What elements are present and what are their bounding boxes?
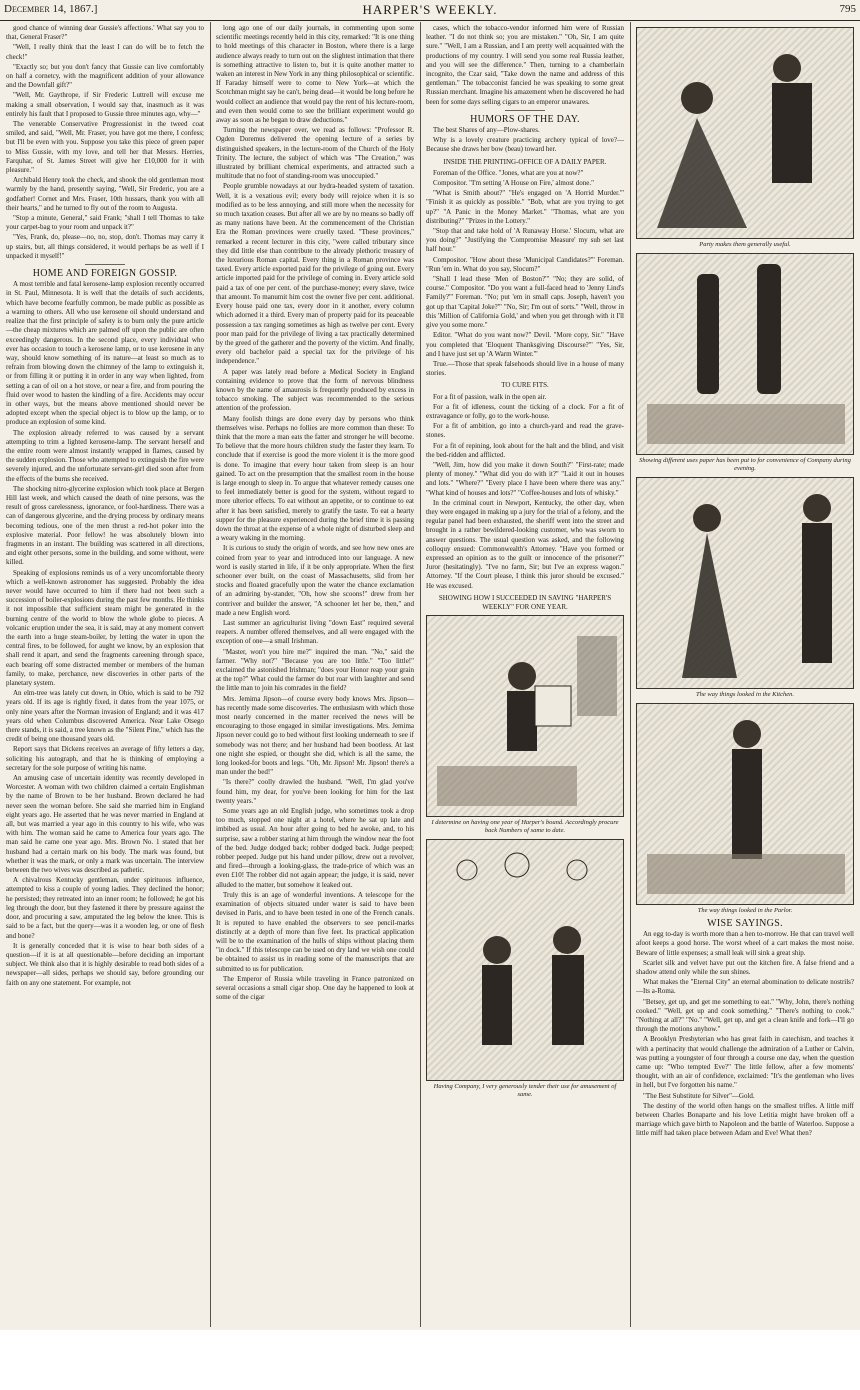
paragraph: A Brooklyn Presbyterian who has great faith in catechism, and teaches it with a pertinacity that would challenge the admiration of a Luther or Calvin, was putting a youngster of four through a course one day, when the question came up: "Who tempted Eve?" The little fellow, after a few moments' thought, with an air of confidence, exclaimed: "It's the gentleman who lives in hell, but I've forgotten his name.": [636, 1035, 854, 1090]
paragraph: For a fit of passion, walk in the open air.: [433, 392, 547, 401]
column-3: [426, 24, 624, 1324]
illustration-caption: The way things looked in the Parlor.: [697, 907, 793, 914]
illustration-caption: I determine on having one year of Harper's bound. Accordingly procure back Numbers of same to date.: [431, 819, 619, 835]
divider: [505, 110, 545, 111]
paragraph: cases, which the tobacco-vendor informed him were of Russian leather. "I do not think so; you are mistaken." "Oh, Sir, I am quite sure." "Well, I am a Russian, and I am pretty well acquainted with the productions of my country. I will send you some real Russia leather, and you will see the difference." Then, turning to a chamberlain incognito, the Czar said, "Take down the name and address of this gentleman." The tobacconist fancied he was speaking to some great Russian merchant. Imagine his amazement when he discovered he had been for some days selling cigars to an emperor unawares.: [426, 24, 624, 106]
column-rule: [420, 22, 421, 1327]
paragraph: "Master, won't you hire me?" inquired the man. "No," said the farmer. "Why not?" "Because you are too little." "Too little!" exclaimed the astonished Irishman; "does your Honor reap your grain at the top?" What could the farmer do but roar with laughter and send the little man to join his comrades in the field?: [216, 647, 414, 693]
paragraph: Speaking of explosions reminds us of a very uncomfortable theory which a well-known astronomer has suggested. Probably the idea never would have occurred to him if there had not been such a succession of boiler-explosions during the past few months. He thinks it not impossible that sufficient steam might be generated in the burning centre of the world to blow the whole globe to pieces. A volcanic eruption under the sea, it is said, may at any moment convert the earth into a huge steam-boiler, by letting the water in upon the central fires, to be followed, for aught we know, by an explosion that shall rend it apart, and send the fragments careening through space, each bearing off some distracted member or members of the human family, to make, perchance, new discoveries in other parts of the planetary system.: [6, 568, 204, 688]
illustration-caption: Party makes them generally useful.: [699, 241, 791, 248]
paragraph: Compositor. "How about these 'Municipal Candidates?'" Foreman. "Run 'em in. What do you say, Slocum?": [426, 255, 624, 273]
paragraph: "Well, Jim, how did you make it down South?" "First-rate; made plenty of money." "What did you do with it?" "Laid it out in houses and lots." "Where?" "Every place I have been where there was any." "What kind of houses and lots?" "Coffee-houses and lots of whisky.": [426, 460, 624, 497]
paragraph: An elm-tree was lately cut down, in Ohio, which is said to be 792 years old. If its age is rightly fixed, it dates from the year 1075, or only nine years after the Norman invasion of England; and it was 417 years old when Columbus discovered America. Near Lake Otsego there stands, it is said, a tree known as the "Silent Pine," which has the credit of being one thousand years old.: [6, 689, 204, 744]
paragraph: good chance of winning dear Gussie's affections.' What say you to that, General Fraser?": [6, 24, 204, 42]
paragraph: A most terrible and fatal kerosene-lamp explosion recently occurred in St. Paul, Minnesota. It is well that the details of such accidents, which have become fearfully common, be made public as possible as a warning to others. All who use kerosene oil should understand and realize that the first principle of safety is to burn only the pure article—the cheap mixtures which are palmed off upon the public are often exceedingly dangerous. In the second place, every individual who ever has occasion to touch a kerosene lamp, or to use kerosene in any way, should know something of its nature—at least so much as to refrain from blowing down the chimney of the lamp to extinguish it, or from filling it or putting it in order in any way when lighted, from setting a can of oil on a hot stove, or near a fire, and from pouring the fluid over wood to hasten the kindling of a fire. Accidents may occur in other ways, but the means above mentioned should never be adopted except when the special object is to blow up the lamp, or to produce an explosion of some kind.: [6, 280, 204, 427]
masthead: [0, 0, 860, 21]
paragraph: It is curious to study the origin of words, and see how new ones are coined from year to year and introduced into our language. A new word is easily started in life, if it be only appropriate. When the first schooner ever built, on the coast of Massachusetts, slid from her stocks and floated gracefully upon the water the chance exclamation of an admiring by-stander, "Oh, how she scoons!" drew from her contriver and builder the answer, "A schooner let her be, then," and made a new English word.: [216, 544, 414, 617]
illustration-man-reading: [426, 615, 624, 817]
paragraph: Editor. "What do you want now?" Devil. "More copy, Sir." "Have you completed that 'Eloquent Thanksgiving Discourse?'" "Yes, Sir, and I have just set up 'A Warm Winter.'": [426, 331, 624, 358]
paragraph: "Well, I really think that the least I can do will be to fetch the check!": [6, 43, 204, 61]
subheading: TO CURE FITS.: [501, 381, 549, 390]
paragraph: A paper was lately read before a Medical Society in England containing evidence to prove that the form of nervous blindness known by the name of amaurosis is frequently produced by excess in tobacco smoking. The subject was recommended to the serious attention of the profession.: [216, 367, 414, 413]
paragraph: A chivalrous Kentucky gentleman, under spirituous influence, attempted to kiss a couple of young ladies. They declined the honor; he persisted; they retreated into an inner room; he followed; he got his leg through the door, but they fastened it there by pressure against the door, and procuring a saw, amputated the leg below the knee. This is said to be a fact, but the query—was it a wooden leg, or one of flesh and bone?: [6, 876, 204, 940]
paragraph: The best Shares of any—Plow-shares.: [433, 126, 540, 135]
paragraph: The venerable Conservative Progressionist in the tweed coat smiled, and said, "Well, Mr. Fraser, you have got me there, I confess; but I'll be even with you. Suppose you take this piece of green paper to Miss Gussie, with my love, and tell her that Messrs. Herries, Farquhar, of St. James Street will give her £10,000 for it with pleasure.": [6, 120, 204, 175]
paragraph: In the criminal court in Newport, Kentucky, the other day, when they were engaged in making up a jury for the trial of a felony, and the regular panel had been exhausted, the sheriff went into the street and brought in a rather bewildered-looking customer, who was sworn to answer questions. The usual question was asked, and the following colloquy ensued: Commonwealth's Attorney. "Have you formed or expressed an opinion as to the guilt or innocence of the prisoner?" Juror (hesitatingly). "I've no farm, Sir; but I've an express wagon." Attorney. "If the Court please, I think this juror should be excused." He was excused.: [426, 498, 624, 590]
paragraph: Compositor. "I'm setting 'A House on Fire,' almost done.": [433, 179, 594, 188]
paragraph: "Yes, Frank, do, please—no, no, stop, don't. Thomas may carry it up stairs, but, all things considered, it would perhaps be as well if I unpacked it myself!": [6, 233, 204, 260]
paragraph: People grumble nowadays at our hydra-headed system of taxation. Well, it is a vexatious evil; every body will rejoice when it is so modified as to be less annoying, and still more when the necessity for so much taxation ceases. But after all we are by no means so badly off as many nations have been. At the commencement of the Christian Era the Roman provinces were cruelly taxed. "These provinces," remarked a recent lecturer in this city, "were called tributary since they did little else than contribute to the already plethoric treasury of the luxurious Roman capital. Every thing in a Roman province was taxed. Every article exported paid for the privilege of going out. Every article imported paid for the privilege of coming in. Every article sold paid a tax of one per cent. of the purchase-money; every slave, twice that amount. To manumit him cost the owner five per cent. additional. Every house paid one tax, every door in it another, every column which adorned it a third. Every man of property paid for its peaceable possession a tax ranging sometimes as high as twelve per cent. Every poor man paid for the privilege of living a tax practically determined by the greed of the gatherer and the poverty of the victim. And finally, every old bachelor paid a special tax for the privilege of his independence.": [216, 182, 414, 366]
paragraph: "Is there?" coolly drawled the husband. "Well, I'm glad you've found him, my dear, for you've been looking for him for the last twenty years.": [216, 778, 414, 805]
paragraph: The destiny of the world often hangs on the smallest trifles. A little miff between Charles Bonaparte and his love Letitia might have broken off a marriage which gave birth to Napoleon and the battle of Waterloo. Suppose a little miff had taken place between Adam and Eve! What then?: [636, 1101, 854, 1138]
paragraph: The explosion already referred to was caused by a servant attempting to trim a lighted kerosene-lamp. The servant herself and the entire room were almost instantly wrapped in flames, caused by the sudden explosion. Those who attempted to extinguish the fire were severely injured, and the unfortunate servant-girl died soon after from the effects of the burns she received.: [6, 428, 204, 483]
section-heading: WISE SAYINGS.: [707, 918, 783, 929]
paragraph: Truly this is an age of wonderful inventions. A telescope for the examination of objects situated under water is said to have been devised in Paris, and to have been tested in one of the French canals. It is reputed to have enabled the observers to see pencil-marks distinctly at a depth of more than five feet. Its practical application will be to the examination of the hulls of ships without placing them "in dock." If this telescope can be used on dry land we wish one could be obtained to assist us in reading some of the manuscripts that are submitted to us for publication.: [216, 890, 414, 973]
paragraph: Last summer an agriculturist living "down East" required several reapers. A number offered themselves, and all were engaged with the exception of one—a small Irishman.: [216, 619, 414, 646]
paragraph: True.—Those that speak falsehoods should live in a house of many stories.: [426, 359, 624, 378]
section-heading: HOME AND FOREIGN GOSSIP.: [32, 268, 178, 280]
paragraph: Report says that Dickens receives an average of fifty letters a day, soliciting his autograph, and that he is thinking of employing a secretary for the sole purpose of writing his name.: [6, 745, 204, 772]
paragraph: "Well, Mr. Gaythrope, if Sir Frederic Luttrell will excuse me making a small observation, I would say that, inasmuch as it was entirely his fault that I proposed to Gussie three minutes ago, why—": [6, 91, 204, 118]
paragraph: Turning the newspaper over, we read as follows: "Professor R. Ogden Doremus delivered the opening lecture of a series by distinguished speakers, in the lecture-room of the Church of the Holy Trinity. The lecture, the subject of which was "The Creation," was illustrated by brilliant chemical experiments, and attracted such a multitude that no foot of standing-room was unoccupied.": [216, 126, 414, 181]
column-4: [636, 24, 854, 1324]
paragraph: "Betsey, get up, and get me something to eat." "Why, John, there's nothing cooked." "Well, get up and cook something." "There's nothing to cook." "Nothing at all?" "No." "Well, get up, and get a clean knife and fork—I'll go through the motions anyhow.": [636, 997, 854, 1034]
paragraph: Some years ago an old English judge, who sometimes took a drop too much, stopped one night at a hotel, where he sat up late and imbibed as usual. An hour after going to bed he awoke, and, to his surprise, saw a robber staring at him through the window near the foot of the bed. Judge dodged back; robber dodged back. Judge peeped; robber peeped. Judge put his hand under pillow, drew out a revolver, and fired—through a looking-glass, the trade-price of which was an even £10! The robber did not again appear; the judge, it is said, never alluded to the matter, but somehow it leaked out.: [216, 807, 414, 889]
subheading: SHOWING HOW I SUCCEEDED IN SAVING "HARPER'S WEEKLY" FOR ONE YEAR.: [438, 593, 612, 611]
illustration-caption: Showing different uses paper has been put to for convenience of Company during evening.: [639, 457, 851, 472]
paragraph: It is generally conceded that it is wise to hear both sides of a question—if it is at all questionable—before deciding an important subject. We think also that it is highly desirable to read both sides of a newspaper—all sides, perhaps we should say, before grounding our faith on any one statement. For example, not: [6, 941, 204, 987]
paragraph: An egg to-day is worth more than a hen to-morrow. He that can travel well afoot keeps a good horse. The worst wheel of a cart makes the most noise. Beware of little expenses; a small leak will sink a great ship.: [636, 930, 854, 957]
paragraph: "The Best Substitute for Silver"—Gold.: [643, 1091, 755, 1100]
divider: [85, 264, 125, 265]
paragraph: For a fit of ambition, go into a church-yard and read the grave-stones.: [426, 422, 624, 440]
paragraph: Archibald Henry took the check, and shook the old gentleman most warmly by the hand, presently saying, "Well, Sir Frederic, you are a godfather! Cornet and Mrs. Fraser, 10th hussars, thank you with all their hearts," and he turned to fly out of the room to Augusta.: [6, 176, 204, 212]
illustration-kitchen: [636, 477, 854, 689]
publication-title: HARPER'S WEEKLY.: [362, 2, 498, 17]
paragraph: What makes the "Eternal City" an eternal abomination to delicate nostrils?—Its a-Roma.: [636, 978, 854, 996]
illustration-company: [426, 839, 624, 1081]
section-heading: HUMORS OF THE DAY.: [470, 113, 580, 125]
paragraph: "Stop a minute, General," said Frank; "shall I tell Thomas to take your carpet-bag to your room and unpack it?": [6, 214, 204, 232]
page-number: 795: [839, 3, 856, 15]
paragraph: Many foolish things are done every day by persons who think themselves wise. Perhaps no follies are more common than these: To think that the more a man eats the fatter and stronger he will become. To believe that the more hours children study the faster they learn. To conclude that if exercise is good the more violent it is the more good is done. To imagine that every hour taken from sleep is an hour gained. To act on the presumption that the smallest room in the house is large enough to sleep in. To argue that whatever remedy causes one to feel immediately better is good for the system, without regard to more ulterior effects. To eat without an appetite, or to continue to eat after it has been satisfied, merely to gratify the taste. To eat a hearty supper for the pleasure experienced during the brief time it is passing down the throat at the expense of a whole night of disturbed sleep and a weary waking in the morning.: [216, 414, 414, 543]
paragraph: long ago one of our daily journals, in commenting upon some scientific meetings recently held in this city, remarked: "It is one thing to hold meetings of this character in Boston, where there is a large audience always ready to turn out on the slightest intimation that there is something attractive to listen to, but it is quite another matter to waken an interest in New York in any thing philosophical or scientific. If Faraday himself were to come to New York—at which the Scotchman might say he can't, being dead—it would be long before he would collect an audience that would pay the rent of his lecture-room, and even then would come to see the brilliant experiment would go away as soon as he began to draw deductions.": [216, 24, 414, 125]
paragraph: "Stop that and take hold of 'A Runaway Horse.' Slocum, what are you doing?" "Justifying the 'Compromise Measure' my sub set last half hour.": [426, 227, 624, 254]
column-rule: [210, 22, 211, 1327]
column-rule: [630, 22, 631, 1327]
paragraph: An amusing case of uncertain identity was recently developed in Worcester. A woman with two children claimed a certain Englishman by the name of Brown to be her husband. Brown declared he had never seen the woman before. She said she married him in England eight years ago. He asserted that he was never married in England at all, but was married a year ago in this country to his wife, who was with him. The woman said he came to America four years ago. The man said he came one year ago. Mrs. Brown No. 1 stated that her husband had a certain mark on his body. The mark was found, but whether it was the mark, or only a mark was uncertain. The interview between the two wives was described as pathetic.: [6, 774, 204, 875]
column-2: [216, 24, 414, 1324]
paragraph: "Exactly so; but you don't fancy that Gussie can live comfortably on half a cornetcy, with the magnificent addition of your allowance and the Downfall gift?": [6, 62, 204, 90]
paragraph: The shocking nitro-glycerine explosion which took place at Bergen Hill last week, and which caused the death of nine persons, was the result of gross carelessness, ignorance, or fool-hardiness. There was a can of dangerous glycerine, and the drying process by ordinary means becoming tedious, one of the men thrust a red-hot poker into the explosive material. Poor fellow! he was absolutely blown into fragments in an instant. The building was scattered in all directions, and eight other persons, some in the building, and some without, were killed.: [6, 484, 204, 567]
paragraph: The Emperor of Russia while traveling in France patronized on several occasions a small cigar shop. One day he happened to look at some of the cigar: [216, 974, 414, 1002]
paragraph: For a fit of idleness, count the ticking of a clock. For a fit of extravagance or folly, go to the work-house.: [426, 402, 624, 420]
paragraph: "What is Smith about?" "He's engaged on 'A Horrid Murder.'" "Finish it as quickly as possible." "Bob, what are you trying to get up?" "A Panic in the Money Market." "Thomas, what are you distributing?" "Prizes in the Lottery.": [426, 189, 624, 225]
illustration-caption: Having Company, I very generously tender their use for amusement of same.: [433, 1083, 617, 1099]
paragraph: For a fit of repining, look about for the halt and the blind, and visit the bed-ridden and afflicted.: [426, 441, 624, 459]
paragraph: Mrs. Jemima Jipson—of course every body knows Mrs. Jipson—has recently made some discoveries. The enthusiasm with which those most nearly concerned in the matter received the news will be encouraging to those engaged in similar investigations. Mrs. Jemima Jipson never could go to bed without first looking underneath to see if somebody was not there; and her husband had been bootless. At last one night she espied, or thought she did, which is all the same, the long looked-for boots and legs. "Oh, Mr. Jipson! Mr. Jipson! there's a man under the bed!": [216, 694, 414, 777]
illustration-parlor: [636, 703, 854, 905]
bottom-margin: [0, 1330, 860, 1390]
subheading: INSIDE THE PRINTING-OFFICE OF A DAILY PAPER.: [443, 157, 607, 166]
paragraph: Scarlet silk and velvet have put out the kitchen fire. A false friend and a shadow attend only while the sun shines.: [636, 958, 854, 977]
issue-date: December 14, 1867.]: [4, 3, 98, 15]
illustration-caption: The way things looked in the Kitchen.: [695, 691, 795, 698]
illustration-party: [636, 27, 854, 239]
paragraph: Foreman of the Office. "Jones, what are you at now?": [433, 168, 584, 177]
paragraph: Why is a lovely creature practicing archery typical of love?—Because she draws her bow (beau) toward her.: [426, 136, 624, 154]
column-1: [6, 24, 204, 1324]
paragraph: "Shall I lead these 'Men of Boston?'" "No; they are solid, of course." Compositor. "Do you want a full-faced head to 'Jenny Lind's Family?'" Foreman. "No; put 'em in small caps. Joseph, haven't you got up that 'Capital Joke?'" "No, Sir; I'm out of sorts." "Well, throw in this 'Million of California Gold,' and when you get through with it I'll give you some more.": [426, 275, 624, 330]
illustration-bottles: [636, 253, 854, 455]
